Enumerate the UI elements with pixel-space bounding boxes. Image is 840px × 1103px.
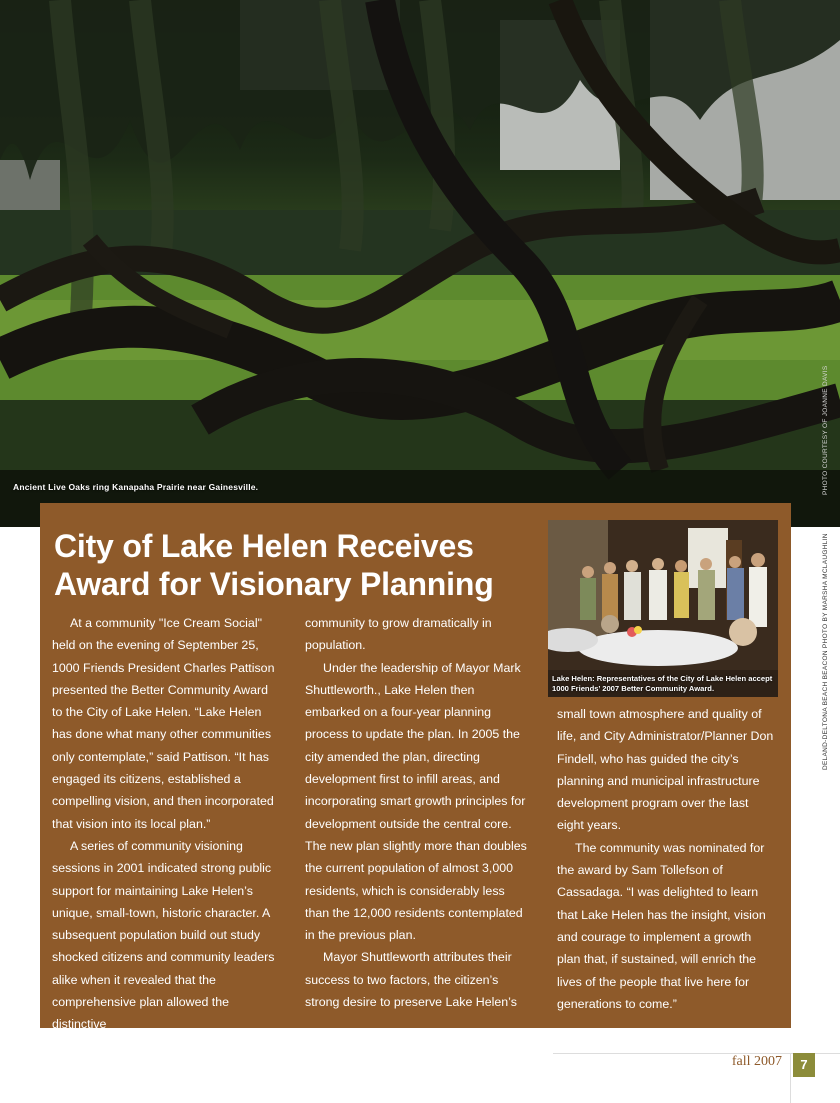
hero-photo [0,0,840,527]
article-column-3 [557,703,774,1015]
article-paragraph: Under the leadership of Mayor Mark Shuttleworth., Lake Helen then embarked on a four-year planning process to update the plan. In 2005 the city amended the plan, directing development first to infill areas, and incorporating smart growth principles for development outside the central core. The new plan slightly more than doubles the current population of almost 3,000 residents, which is considerably less than the 12,000 residents contemplated in the previous plan. [305,660,527,943]
live-oak-illustration [0,0,840,527]
article-column-1 [52,612,280,1036]
hero-caption: Ancient Live Oaks ring Kanapaha Prairie near Gainesville. [13,482,259,492]
article-paragraph: community to grow dramatically in population. [305,616,492,653]
article-paragraph: Mayor Shuttleworth attributes their success to two factors, the citizen’s strong desire to preserve Lake Helen’s [305,950,517,1010]
footer-divider [790,1053,791,1103]
inset-photo [548,520,778,697]
article-paragraph: A series of community visioning sessions in 2001 indicated strong public support for maintaining Lake Helen’s unique, small-town, historic character. A subsequent population build out study shocked citizens and community leaders alike when it revealed that the comprehensive plan allowed the distinctive [52,838,275,1032]
article-headline: City of Lake Helen Receives Award for Visionary Planning [54,528,494,602]
page-number: 7 [793,1053,815,1077]
article-paragraph: At a community "Ice Cream Social" held on the evening of September 25, 1000 Friends President Charles Pattison presented the Better Community Award to the City of Lake Helen. “Lake Helen has done what many other communities only contemplate,” said Pattison. “It has engaged its citizens, established a compelling vision, and then incorporated that vision into its local plan.” [52,616,275,831]
inset-caption: Lake Helen: Representatives of the City of Lake Helen accept 1000 Friends’ 2007 Better Community Award. [552,674,773,693]
issue-season: fall 2007 [731,1054,782,1069]
award-ceremony-illustration [548,520,778,697]
article-paragraph: The community was nominated for the award by Sam Tollefson of Cassadaga. “I was delighted to learn that Lake Helen has the insight, vision and courage to implement a growth plan that, if sustained, will enrich the lives of the people that live here for generations to come.” [557,840,766,1011]
article-paragraph: small town atmosphere and quality of life, and City Administrator/Planner Don Findell, who has guided the city’s planning and municipal infrastructure development program over the last eight years. [557,707,774,833]
article-column-2 [305,612,530,1013]
